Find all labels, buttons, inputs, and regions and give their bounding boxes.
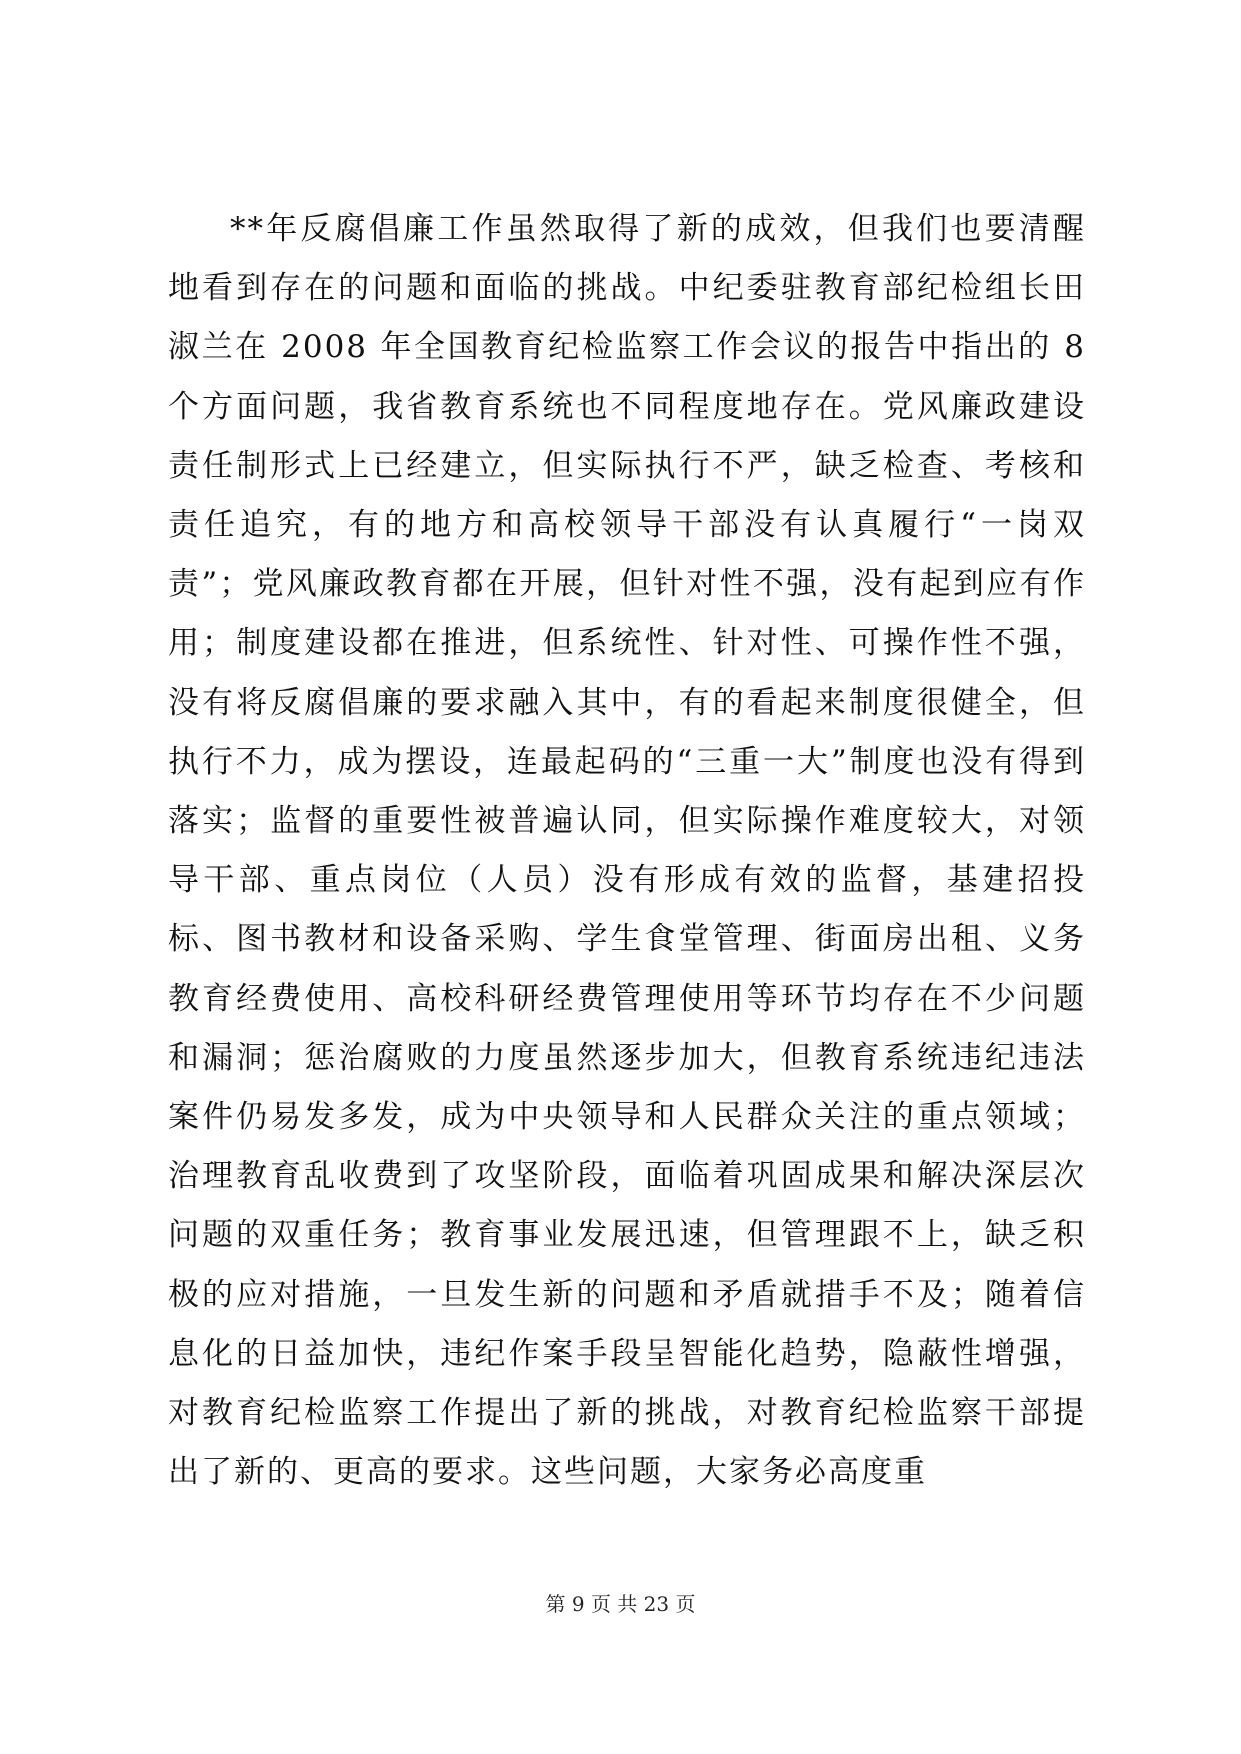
body-paragraph: **年反腐倡廉工作虽然取得了新的成效，但我们也要清醒地看到存在的问题和面临的挑战。中纪委驻教育部纪检组长田淑兰在 2008 年全国教育纪检监察工作会议的报告中指出的 8 个方面问题，我省教育系统也不同程度地存在。党风廉政建设责任制形式上已经建立，但实际执行不严，缺乏检查、考核和责任追究，有的地方和高校领导干部没有认真履行“一岗双责”；党风廉政教育都在开展，但针对性不强，没有起到应有作用；制度建设都在推进，但系统性、针对性、可操作性不强，没有将反腐倡廉的要求融入其中，有的看起来制度很健全，但执行不力，成为摆设，连最起码的“三重一大”制度也没有得到落实；监督的重要性被普遍认同，但实际操作难度较大，对领导干部、重点岗位（人员）没有形成有效的监督，基建招投标、图书教材和设备采购、学生食堂管理、街面房出租、义务教育经费使用、高校科研经费管理使用等环节均存在不少问题和漏洞；惩治腐败的力度虽然逐步加大，但教育系统违纪违法案件仍易发多发，成为中央领导和人民群众关注的重点领域；治理教育乱收费到了攻坚阶段，面临着巩固成果和解决深层次问题的双重任务；教育事业发展迅速，但管理跟不上，缺乏积极的应对措施，一旦发生新的问题和矛盾就措手不及；随着信息化的日益加快，违纪作案手段呈智能化趋势，隐蔽性增强，对教育纪检监察工作提出了新的挑战，对教育纪检监察干部提出了新的、更高的要求。这些问题，大家务必高度重 bbox=[168, 211, 1086, 1491]
page-footer: 第 9 页 共 23 页 bbox=[545, 1592, 696, 1616]
